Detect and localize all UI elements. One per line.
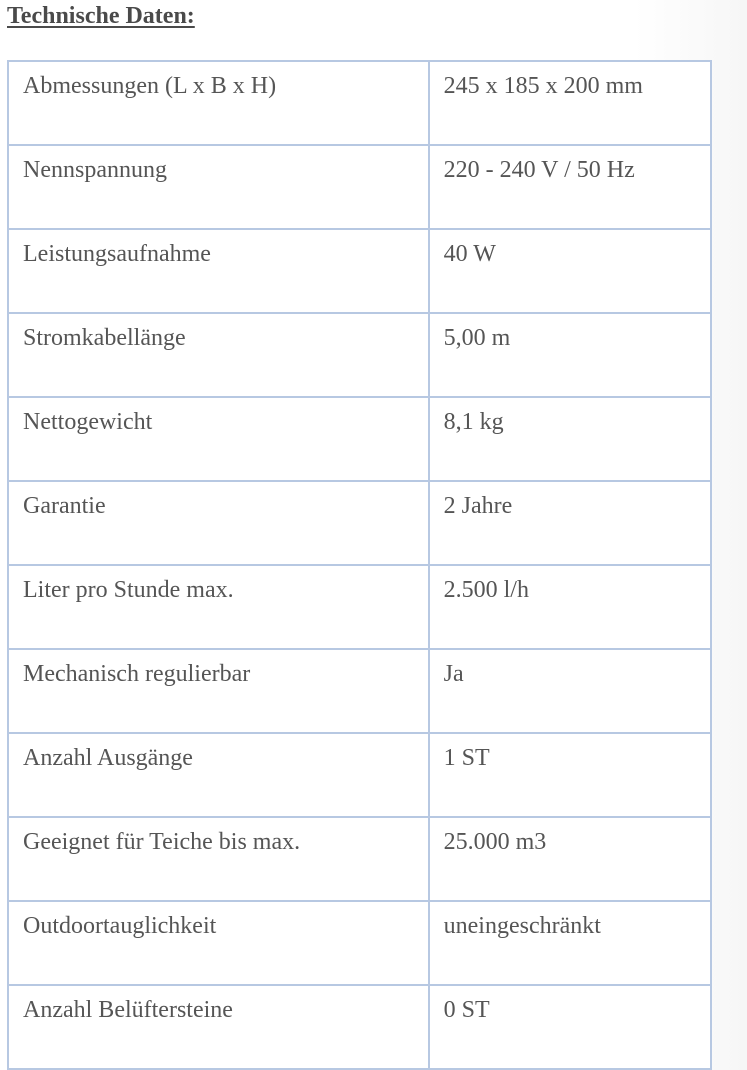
- spec-value: 8,1 kg: [429, 397, 711, 481]
- spec-label: Abmessungen (L x B x H): [8, 61, 429, 145]
- table-row: [8, 229, 711, 313]
- spec-value: 25.000 m3: [429, 817, 711, 901]
- spec-label: Stromkabellänge: [8, 313, 429, 397]
- spec-value: 245 x 185 x 200 mm: [429, 61, 711, 145]
- spec-value: 5,00 m: [429, 313, 711, 397]
- table-row: [8, 397, 711, 481]
- table-row: [8, 985, 711, 1069]
- table-row: [8, 649, 711, 733]
- table-row: [8, 733, 711, 817]
- spec-value: uneingeschränkt: [429, 901, 711, 985]
- spec-value: 0 ST: [429, 985, 711, 1069]
- table-row: [8, 817, 711, 901]
- spec-label: Geeignet für Teiche bis max.: [8, 817, 429, 901]
- spec-value: 1 ST: [429, 733, 711, 817]
- spec-label: Mechanisch regulierbar: [8, 649, 429, 733]
- spec-label: Liter pro Stunde max.: [8, 565, 429, 649]
- spec-label: Anzahl Ausgänge: [8, 733, 429, 817]
- section-heading: Technische Daten:: [7, 3, 195, 29]
- table-row: [8, 901, 711, 985]
- spec-value: 2 Jahre: [429, 481, 711, 565]
- table-row: [8, 61, 711, 145]
- spec-label: Anzahl Belüftersteine: [8, 985, 429, 1069]
- spec-label: Leistungsaufnahme: [8, 229, 429, 313]
- table-row: [8, 313, 711, 397]
- spec-value: 40 W: [429, 229, 711, 313]
- spec-value: 220 - 240 V / 50 Hz: [429, 145, 711, 229]
- spec-label: Garantie: [8, 481, 429, 565]
- spec-label: Outdoortauglichkeit: [8, 901, 429, 985]
- table-row: [8, 145, 711, 229]
- table-row: [8, 481, 711, 565]
- table-row: [8, 565, 711, 649]
- spec-label: Nennspannung: [8, 145, 429, 229]
- spec-label: Nettogewicht: [8, 397, 429, 481]
- spec-value: 2.500 l/h: [429, 565, 711, 649]
- spec-value: Ja: [429, 649, 711, 733]
- specs-table: [7, 60, 712, 1070]
